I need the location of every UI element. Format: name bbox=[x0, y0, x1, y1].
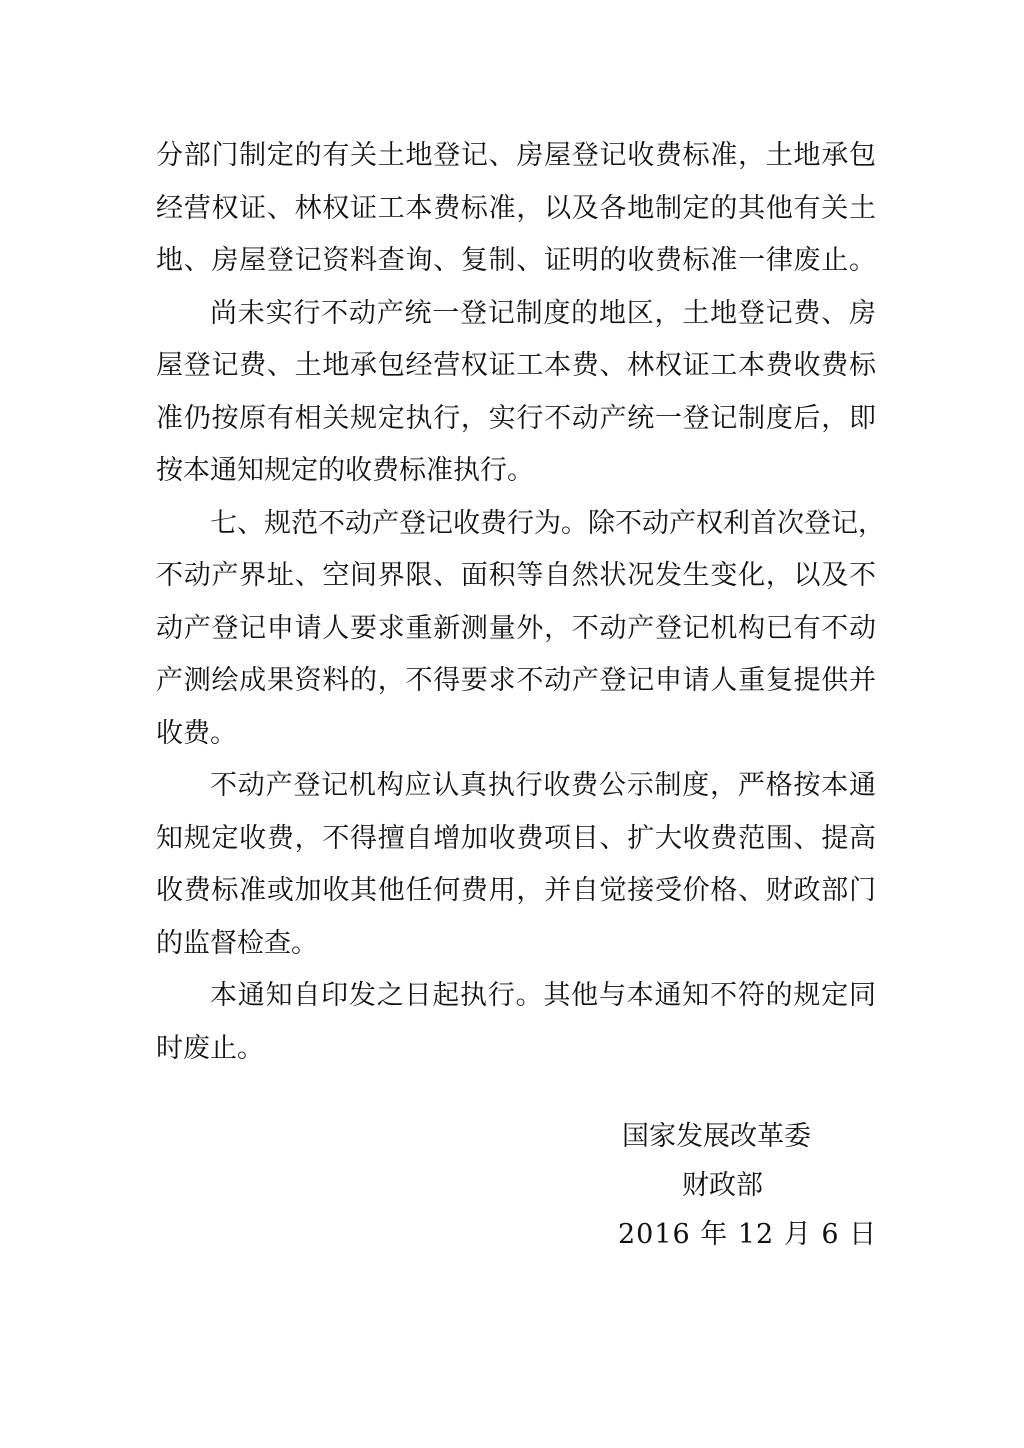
text-line: 不动产界址、空间界限、面积等自然状况发生变化，以及不 bbox=[156, 560, 876, 591]
text-line: 按本通知规定的收费标准执行。 bbox=[156, 455, 534, 486]
signature-org-ndrc: 国家发展改革委 bbox=[622, 1121, 811, 1152]
signature-date: 2016 年 12 月 6 日 bbox=[618, 1219, 878, 1250]
text-line: 动产登记申请人要求重新测量外，不动产登记机构已有不动 bbox=[156, 612, 876, 644]
text-line: 收费标准或加收其他任何费用，并自觉接受价格、财政部门 bbox=[156, 875, 876, 906]
text-line: 本通知自印发之日起执行。其他与本通知不符的规定同 bbox=[210, 980, 876, 1011]
text-line: 产测绘成果资料的，不得要求不动产登记申请人重复提供并 bbox=[156, 665, 876, 696]
text-line: 时废止。 bbox=[156, 1032, 264, 1064]
text-line: 的监督检查。 bbox=[156, 927, 318, 959]
signature-block bbox=[560, 1112, 880, 1259]
text-line: 地、房屋登记资料查询、复制、证明的收费标准一律废止。 bbox=[156, 245, 876, 276]
text-line: 收费。 bbox=[156, 717, 237, 749]
text-line: 经营权证、林权证工本费标准，以及各地制定的其他有关土 bbox=[156, 192, 876, 224]
text-line: 准仍按原有相关规定执行，实行不动产统一登记制度后，即 bbox=[156, 402, 876, 434]
text-line: 知规定收费，不得擅自增加收费项目、扩大收费范围、提高 bbox=[156, 822, 876, 854]
text-line: 分部门制定的有关土地登记、房屋登记收费标准，土地承包 bbox=[156, 140, 876, 171]
text-line: 屋登记费、土地承包经营权证工本费、林权证工本费收费标 bbox=[156, 350, 876, 381]
text-line: 不动产登记机构应认真执行收费公示制度，严格按本通 bbox=[210, 770, 876, 801]
document-body bbox=[156, 130, 885, 1075]
signature-org-mof: 财政部 bbox=[682, 1170, 763, 1201]
text-line: 七、规范不动产登记收费行为。除不动产权利首次登记， bbox=[210, 507, 885, 539]
text-line: 尚未实行不动产统一登记制度的地区，土地登记费、房 bbox=[210, 297, 876, 329]
